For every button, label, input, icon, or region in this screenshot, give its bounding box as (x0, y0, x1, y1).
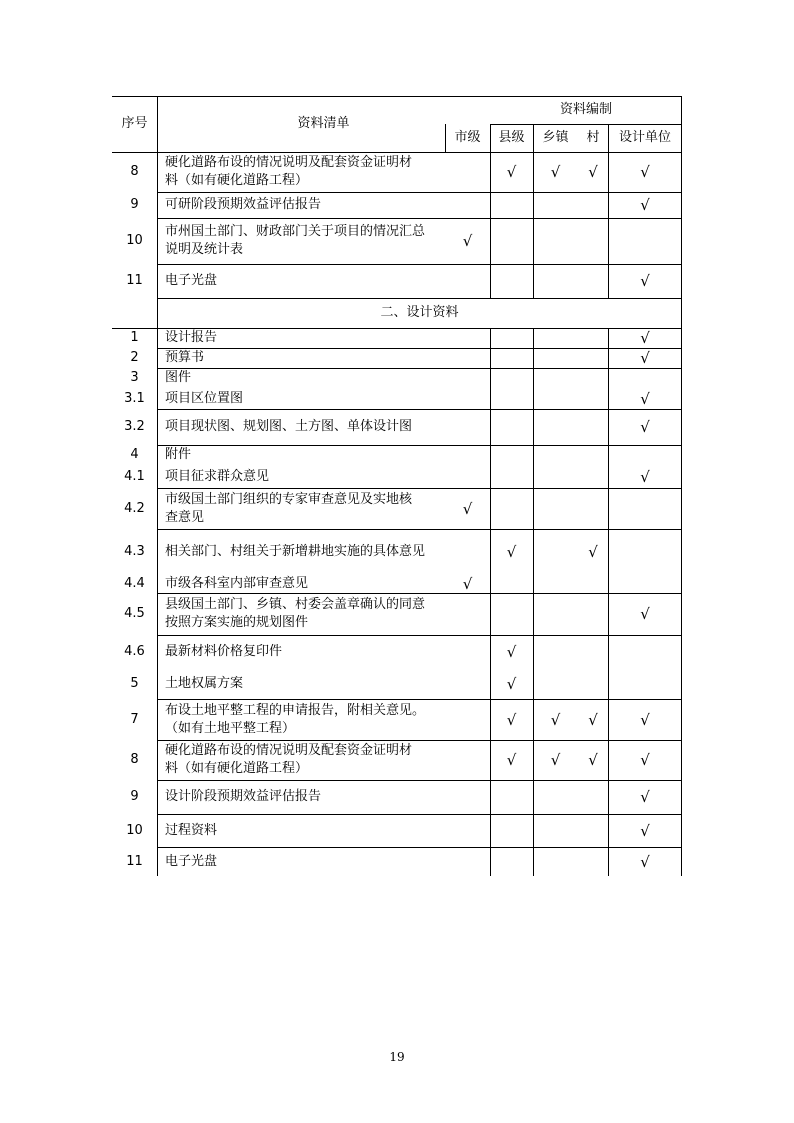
check-mark: √ (550, 163, 561, 181)
section-heading: 二、设计资料 (380, 305, 459, 320)
row-seq: 3.2 (124, 419, 145, 434)
row-text: 设计报告 (165, 330, 218, 345)
check-mark: √ (588, 163, 598, 181)
row-text: 市级国土部门组织的专家审查意见及实地核 查意见 (165, 491, 413, 525)
row-text: 相关部门、村组关于新增耕地实施的具体意见 (165, 543, 426, 559)
header-col-city: 市级 (454, 130, 481, 145)
row-text: 附件 (165, 447, 192, 462)
header-col-county: 县级 (498, 130, 525, 145)
row-text: 可研阶段预期效益评估报告 (165, 197, 322, 212)
check-mark: √ (640, 272, 650, 290)
row-seq: 7 (130, 711, 139, 727)
row-seq: 10 (126, 822, 143, 838)
page-number: 19 (389, 1050, 405, 1064)
row-text: 市级各科室内部审查意见 (165, 575, 309, 591)
row-seq: 11 (126, 853, 143, 869)
row-seq: 4.6 (124, 643, 145, 659)
check-mark: √ (462, 499, 473, 518)
check-mark: √ (588, 710, 598, 729)
row-text: 县级国土部门、乡镇、村委会盖章确认的同意 按照方案实施的规划图件 (165, 597, 426, 630)
row-text: 项目征求群众意见 (165, 468, 270, 484)
check-mark: √ (462, 574, 473, 593)
check-mark: √ (640, 821, 650, 840)
row-text: 土地权属方案 (165, 675, 244, 691)
row-text: 最新材料价格复印件 (165, 643, 283, 659)
row-text: 市州国土部门、财政部门关于项目的情况汇总 说明及统计表 (165, 224, 426, 257)
row-seq: 4 (130, 447, 139, 462)
check-mark: √ (506, 674, 517, 693)
check-mark: √ (640, 418, 650, 436)
header-list: 资料清单 (297, 116, 350, 131)
check-mark: √ (640, 163, 650, 181)
check-mark: √ (640, 710, 650, 729)
row-seq: 4.4 (124, 575, 145, 591)
row-seq: 5 (130, 675, 139, 691)
check-mark: √ (506, 710, 517, 729)
row-text: 硬化道路布设的情况说明及配套资金证明材 料（如有硬化道路工程） (165, 743, 413, 776)
header-seq: 序号 (121, 116, 148, 131)
row-seq: 4.2 (124, 500, 145, 516)
header-group: 资料编制 (559, 102, 612, 117)
row-text: 设计阶段预期效益评估报告 (165, 789, 322, 804)
check-mark: √ (640, 389, 650, 408)
row-seq: 3.1 (124, 390, 145, 406)
row-seq: 11 (126, 273, 143, 288)
row-text: 项目现状图、规划图、土方图、单体设计图 (165, 419, 413, 434)
row-seq: 10 (126, 233, 143, 248)
check-mark: √ (588, 751, 598, 769)
check-mark: √ (506, 642, 517, 661)
check-mark: √ (462, 232, 473, 250)
row-seq: 8 (130, 164, 139, 179)
row-text: 项目区位置图 (165, 390, 244, 406)
row-seq: 9 (130, 197, 139, 212)
check-mark: √ (640, 349, 650, 367)
check-mark: √ (550, 710, 561, 729)
check-mark: √ (640, 852, 650, 871)
check-mark: √ (640, 605, 650, 623)
header-col-village: 村 (586, 130, 600, 145)
check-mark: √ (640, 788, 650, 806)
check-mark: √ (550, 751, 561, 769)
materials-table (112, 96, 682, 876)
check-mark: √ (640, 467, 650, 486)
row-seq: 9 (130, 789, 139, 804)
row-text: 图件 (165, 370, 192, 385)
row-seq: 3 (130, 370, 139, 385)
header-col-design-unit: 设计单位 (618, 130, 671, 145)
row-seq: 2 (130, 350, 139, 365)
row-text: 布设土地平整工程的申请报告，附相关意见。 （如有土地平整工程） (165, 702, 426, 736)
check-mark: √ (506, 163, 517, 181)
check-mark: √ (588, 542, 598, 561)
row-seq: 4.5 (124, 606, 145, 621)
row-seq: 1 (130, 330, 139, 345)
row-text: 电子光盘 (165, 273, 218, 288)
row-seq: 4.1 (124, 468, 145, 484)
row-text: 预算书 (165, 350, 205, 365)
check-mark: √ (506, 751, 517, 769)
row-text: 硬化道路布设的情况说明及配套资金证明材 料（如有硬化道路工程） (165, 155, 413, 188)
row-seq: 8 (130, 752, 139, 767)
check-mark: √ (640, 196, 650, 214)
row-text: 电子光盘 (165, 853, 218, 869)
header-col-town: 乡镇 (542, 130, 569, 145)
check-mark: √ (640, 329, 650, 347)
row-text: 过程资料 (165, 822, 218, 838)
check-mark: √ (506, 542, 517, 561)
check-mark: √ (640, 751, 650, 769)
row-seq: 4.3 (124, 543, 145, 559)
